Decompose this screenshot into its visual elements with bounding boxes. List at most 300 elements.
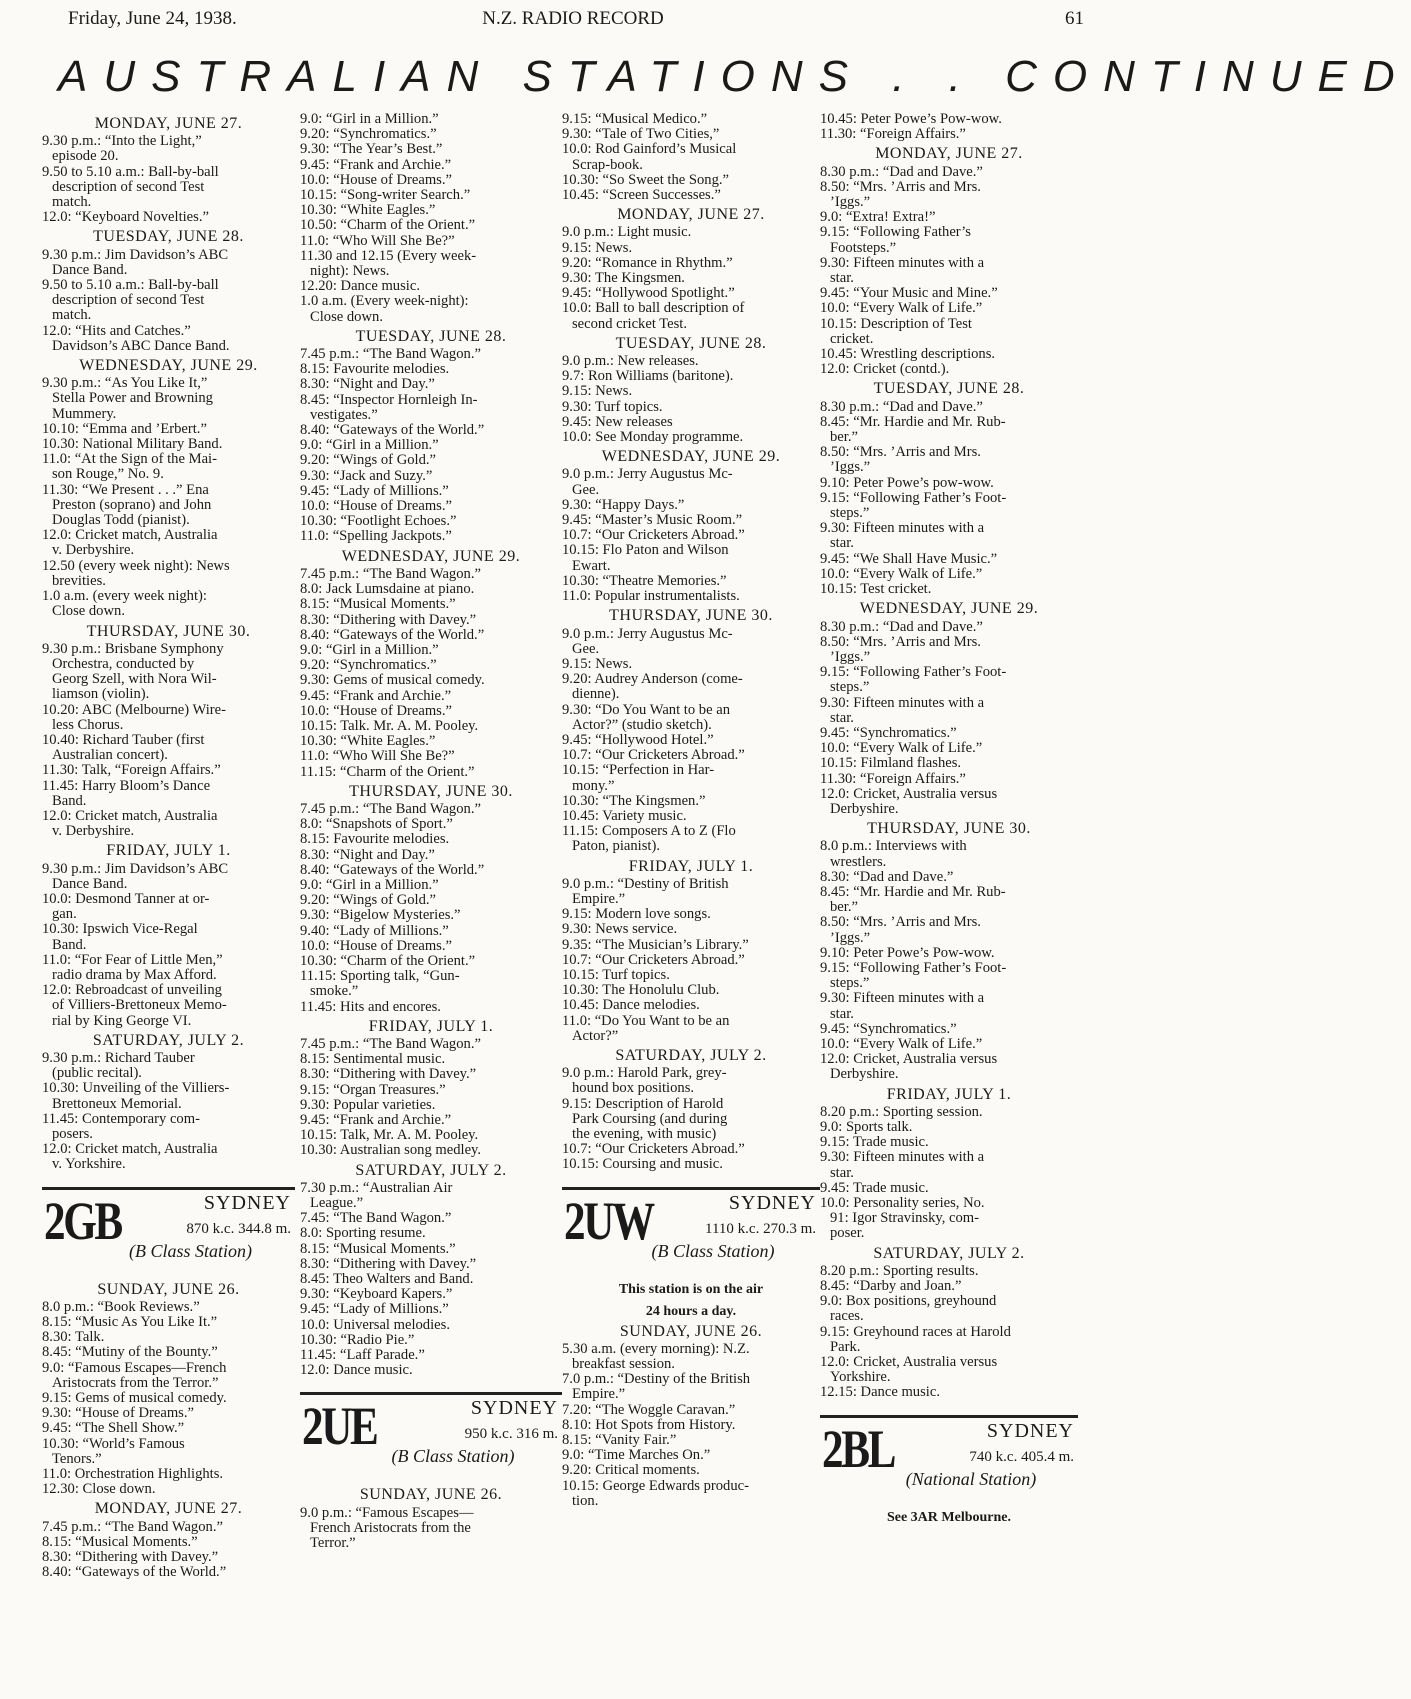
listing-entry: 11.30: “We Present . . .” Ena xyxy=(42,481,209,498)
listing-entry: 9.30 p.m.: Jim Davidson’s ABC xyxy=(42,860,229,877)
listing-continuation: night): News. xyxy=(310,263,390,280)
listing-continuation: Scrap-book. xyxy=(572,156,643,173)
listing-entry: 10.50: “Charm of the Orient.” xyxy=(300,217,476,234)
listing-continuation: Dance Band. xyxy=(52,875,128,892)
listing-entry: 7.0 p.m.: “Destiny of the British xyxy=(562,1371,751,1388)
day-heading: WEDNESDAY, JUNE 29. xyxy=(859,600,1039,618)
listing-entry: 9.15: Description of Harold xyxy=(562,1095,724,1112)
listing-entry: 10.15: Talk, Mr. A. M. Pooley. xyxy=(300,1127,479,1144)
listing-entry: 8.30 p.m.: “Dad and Dave.” xyxy=(820,163,983,180)
column-1 xyxy=(42,112,295,1580)
listing-entry: 8.50: “Mrs. ’Arris and Mrs. xyxy=(820,178,981,195)
listing-entry: 9.30 p.m.: “As You Like It,” xyxy=(42,375,208,392)
listing-continuation: second cricket Test. xyxy=(572,315,688,332)
listing-entry: 9.20: Critical moments. xyxy=(562,1462,700,1479)
listing-entry: 9.20: “Romance in Rhythm.” xyxy=(562,254,733,271)
station-frequency: 870 k.c. 344.8 m. xyxy=(186,1220,291,1237)
listing-entry: 9.0: “Girl in a Million.” xyxy=(300,641,439,658)
day-heading: TUESDAY, JUNE 28. xyxy=(355,327,507,345)
station-class: (National Station) xyxy=(905,1468,1037,1489)
day-heading: SUNDAY, JUNE 26. xyxy=(619,1322,763,1340)
listing-entry: 12.0: Cricket, Australia versus xyxy=(820,1051,998,1068)
day-heading: TUESDAY, JUNE 28. xyxy=(93,228,244,246)
listing-entry: 8.40: “Gateways of the World.” xyxy=(300,861,485,878)
listing-entry: 10.0: “House of Dreams.” xyxy=(300,702,452,719)
listing-continuation: (public recital). xyxy=(52,1065,142,1082)
listing-entry: 11.0: “At the Sign of the Mai- xyxy=(42,451,217,468)
day-heading: THURSDAY, JUNE 30. xyxy=(349,782,513,800)
listing-continuation: v. Yorkshire. xyxy=(52,1156,126,1173)
listing-entry: 8.0 p.m.: Interviews with xyxy=(820,838,967,855)
listing-entry: 9.0 p.m.: Harold Park, grey- xyxy=(562,1065,727,1082)
listing-entry: 10.15: George Edwards produc- xyxy=(562,1477,749,1494)
day-heading: FRIDAY, JULY 1. xyxy=(628,857,754,875)
listing-entry: 12.0: Cricket, Australia versus xyxy=(820,1354,998,1371)
page-header xyxy=(62,8,1084,34)
listing-continuation: wrestlers. xyxy=(830,853,887,870)
day-heading: SATURDAY, JULY 2. xyxy=(873,1244,1025,1262)
listing-entry: 8.15: “Music As You Like It.” xyxy=(42,1314,218,1331)
listing-entry: 10.15: Talk. Mr. A. M. Pooley. xyxy=(300,717,479,734)
listing-entry: 8.45: “Inspector Hornleigh In- xyxy=(300,391,478,408)
listing-entry: 9.0 p.m.: Jerry Augustus Mc- xyxy=(562,466,733,483)
listing-continuation: Park Coursing (and during xyxy=(572,1110,728,1127)
listing-entry: 7.45 p.m.: “The Band Wagon.” xyxy=(300,1035,481,1052)
listing-entry: 9.0: “Famous Escapes—French xyxy=(42,1359,227,1376)
listing-entry: 8.15: Favourite melodies. xyxy=(300,361,450,378)
listing-entry: 10.0: “House of Dreams.” xyxy=(300,937,452,954)
listing-entry: 1.0 a.m. (Every week-night): xyxy=(300,293,469,310)
listing-entry: 9.30: “Keyboard Kapers.” xyxy=(300,1286,453,1303)
listing-continuation: Brettoneux Memorial. xyxy=(52,1095,182,1112)
listing-continuation: Actor?” (studio sketch). xyxy=(572,716,712,733)
listing-entry: 10.45: Wrestling descriptions. xyxy=(820,346,996,363)
listing-entry: 9.0: “Extra! Extra!” xyxy=(820,209,936,226)
listing-entry: 9.50 to 5.10 a.m.: Ball-by-ball xyxy=(42,163,219,180)
day-heading: MONDAY, JUNE 27. xyxy=(94,115,243,132)
listing-continuation: posers. xyxy=(52,1126,93,1142)
listing-entry: 9.0: “Girl in a Million.” xyxy=(300,876,439,893)
listing-entry: 8.20 p.m.: Sporting results. xyxy=(820,1262,979,1279)
listing-continuation: cricket. xyxy=(830,330,874,347)
listing-continuation: of Villiers-Brettoneux Memo- xyxy=(52,997,227,1014)
listing-entry: 9.30: “Do You Want to be an xyxy=(562,701,730,718)
listing-entry: 9.45: “Synchromatics.” xyxy=(820,724,957,741)
listing-entry: 8.15: Favourite melodies. xyxy=(300,831,450,848)
listing-entry: 10.30: Unveiling of the Villiers- xyxy=(42,1080,230,1097)
listing-entry: 9.20: “Synchromatics.” xyxy=(300,657,437,674)
listing-continuation: star. xyxy=(830,1164,854,1181)
listing-entry: 9.30 p.m.: Jim Davidson’s ABC xyxy=(42,246,229,263)
day-heading: WEDNESDAY, JUNE 29. xyxy=(341,547,521,565)
day-heading: MONDAY, JUNE 27. xyxy=(875,145,1023,163)
listing-entry: 10.45: Peter Powe’s Pow-wow. xyxy=(820,111,1002,127)
station-class: (B Class Station) xyxy=(651,1240,775,1261)
day-heading: FRIDAY, JULY 1. xyxy=(886,1085,1012,1103)
listing-continuation: description of second Test xyxy=(52,178,205,195)
listing-entry: 9.50 to 5.10 a.m.: Ball-by-ball xyxy=(42,277,219,294)
listing-continuation: star. xyxy=(830,270,854,287)
listing-entry: 10.15: Test cricket. xyxy=(820,581,932,598)
listing-continuation: son Rouge,” No. 9. xyxy=(52,466,164,483)
listing-continuation: steps.” xyxy=(830,679,870,696)
listing-entry: 7.45 p.m.: “The Band Wagon.” xyxy=(300,800,481,817)
listing-entry: 11.0: “Who Will She Be?” xyxy=(300,748,455,765)
station-city: SYDNEY xyxy=(203,1191,291,1214)
listing-continuation: French Aristocrats from the xyxy=(310,1519,471,1536)
listing-entry: 8.15: “Vanity Fair.” xyxy=(562,1432,677,1449)
listing-entry: 8.45: “Mutiny of the Bounty.” xyxy=(42,1344,218,1361)
listing-entry: 9.15: News. xyxy=(562,655,633,672)
listing-continuation: Aristocrats from the Terror.” xyxy=(52,1374,219,1391)
station-frequency: 1110 k.c. 270.3 m. xyxy=(705,1220,816,1237)
listing-entry: 9.30 p.m.: “Into the Light,” xyxy=(42,133,202,150)
station-note: This station is on the air xyxy=(618,1281,764,1297)
listing-entry: 7.30 p.m.: “Australian Air xyxy=(300,1179,453,1196)
listing-entry: 9.30 p.m.: Richard Tauber xyxy=(42,1049,195,1066)
listing-entry: 10.0: “Every Walk of Life.” xyxy=(820,300,983,317)
listing-entry: 10.15: Turf topics. xyxy=(562,966,670,983)
day-heading: MONDAY, JUNE 27. xyxy=(617,206,765,224)
listing-entry: 8.15: “Musical Moments.” xyxy=(300,1240,456,1257)
listing-entry: 12.30: Close down. xyxy=(42,1481,156,1498)
listing-entry: 9.30: “Bigelow Mysteries.” xyxy=(300,907,461,924)
listing-entry: 11.30: “Foreign Affairs.” xyxy=(820,126,966,143)
listing-entry: 10.15: “Perfection in Har- xyxy=(562,762,715,779)
listing-entry: 10.0: Rod Gainford’s Musical xyxy=(562,141,737,158)
listing-entry: 8.45: “Mr. Hardie and Mr. Rub- xyxy=(820,883,1006,900)
listing-entry: 9.35: “The Musician’s Library.” xyxy=(562,936,749,953)
listing-entry: 9.15: Trade music. xyxy=(820,1134,929,1151)
listing-entry: 10.10: “Emma and ’Erbert.” xyxy=(42,420,207,437)
listing-entry: 7.45 p.m.: “The Band Wagon.” xyxy=(42,1518,223,1535)
listing-entry: 9.30: Turf topics. xyxy=(562,398,663,415)
listing-continuation: 91: Igor Stravinsky, com- xyxy=(830,1210,980,1227)
listing-entry: 9.45: Trade music. xyxy=(820,1179,929,1196)
listing-entry: 10.7: “Our Cricketers Abroad.” xyxy=(562,1141,745,1158)
listing-entry: 12.0: Cricket match, Australia xyxy=(42,1141,218,1158)
listing-entry: 9.30: Fifteen minutes with a xyxy=(820,990,985,1007)
listing-entry: 10.20: ABC (Melbourne) Wire- xyxy=(42,701,226,718)
listing-entry: 9.20: “Synchromatics.” xyxy=(300,126,437,143)
listing-entry: 9.30: Fifteen minutes with a xyxy=(820,254,985,271)
day-heading: FRIDAY, JULY 1. xyxy=(368,1017,494,1035)
station-frequency: 950 k.c. 316 m. xyxy=(464,1426,558,1443)
listing-continuation: League.” xyxy=(310,1195,364,1212)
day-heading: TUESDAY, JUNE 28. xyxy=(615,334,767,352)
listing-entry: 10.30: National Military Band. xyxy=(42,436,223,453)
listing-entry: 9.45: “Frank and Archie.” xyxy=(300,156,452,173)
listing-continuation: episode 20. xyxy=(52,148,119,165)
listing-entry: 10.7: “Our Cricketers Abroad.” xyxy=(562,747,745,764)
listing-entry: 10.30: “Footlight Echoes.” xyxy=(300,513,457,530)
day-heading: WEDNESDAY, JUNE 29. xyxy=(79,357,258,375)
listing-entry: 9.30: Gems of musical comedy. xyxy=(300,672,485,689)
day-heading: SUNDAY, JUNE 26. xyxy=(97,1280,240,1298)
listing-entry: 11.0: “For Fear of Little Men,” xyxy=(42,951,223,968)
listing-continuation: star. xyxy=(830,535,854,552)
station-city: SYDNEY xyxy=(470,1397,558,1420)
listing-entry: 12.0: Cricket, Australia versus xyxy=(820,785,998,802)
listing-entry: 1.0 a.m. (every week night): xyxy=(42,588,207,605)
listing-entry: 9.0 p.m.: “Destiny of British xyxy=(562,875,729,892)
listing-entry: 10.30: “Theatre Memories.” xyxy=(562,572,727,589)
listing-entry: 8.0 p.m.: “Book Reviews.” xyxy=(42,1298,200,1315)
station-class: (B Class Station) xyxy=(128,1240,252,1261)
listing-entry: 9.40: “Lady of Millions.” xyxy=(300,922,449,939)
listing-entry: 9.0 p.m.: Jerry Augustus Mc- xyxy=(562,625,733,642)
listing-entry: 10.0: “House of Dreams.” xyxy=(300,498,452,515)
listing-entry: 8.40: “Gateways of the World.” xyxy=(42,1564,227,1581)
listing-entry: 8.50: “Mrs. ’Arris and Mrs. xyxy=(820,444,981,461)
listing-continuation: steps.” xyxy=(830,975,870,992)
listing-entry: 10.7: “Our Cricketers Abroad.” xyxy=(562,527,745,544)
listing-entry: 11.0: “Who Will She Be?” xyxy=(300,232,455,249)
listing-entry: 9.45: New releases xyxy=(562,413,673,430)
day-heading: MONDAY, JUNE 27. xyxy=(94,1500,243,1518)
listing-entry: 9.0: Box positions, greyhound xyxy=(820,1293,997,1310)
listing-continuation: rial by King George VI. xyxy=(52,1012,192,1029)
listing-entry: 11.45: Harry Bloom’s Dance xyxy=(42,777,211,794)
listing-entry: 9.0: “Girl in a Million.” xyxy=(300,437,439,454)
listing-entry: 9.15: Greyhound races at Harold xyxy=(820,1323,1011,1340)
listing-entry: 9.30: “The Year’s Best.” xyxy=(300,141,443,158)
listing-entry: 10.30: “So Sweet the Song.” xyxy=(562,171,730,188)
listing-entry: 10.15: Description of Test xyxy=(820,315,972,332)
listing-entry: 11.0: Popular instrumentalists. xyxy=(562,588,740,605)
listing-entry: 8.50: “Mrs. ’Arris and Mrs. xyxy=(820,633,981,650)
listing-continuation: Close down. xyxy=(310,308,383,325)
day-heading: THURSDAY, JUNE 30. xyxy=(867,820,1031,838)
listing-entry: 11.15: Sporting talk, “Gun- xyxy=(300,968,460,985)
listing-entry: 10.0: Desmond Tanner at or- xyxy=(42,890,210,907)
listing-entry: 9.0: “Girl in a Million.” xyxy=(300,111,439,127)
listing-continuation: Empire.” xyxy=(572,1386,626,1403)
listing-entry: 11.15: “Charm of the Orient.” xyxy=(300,763,475,780)
listing-entry: 8.15: Sentimental music. xyxy=(300,1051,446,1068)
station-note: See 3AR Melbourne. xyxy=(886,1509,1012,1525)
listing-entry: 8.40: “Gateways of the World.” xyxy=(300,626,485,643)
listing-continuation: Davidson’s ABC Dance Band. xyxy=(52,337,230,354)
listing-continuation: less Chorus. xyxy=(52,716,124,733)
listing-entry: 10.30: “The Kingsmen.” xyxy=(562,792,706,809)
listing-continuation: Douglas Todd (pianist). xyxy=(52,512,190,529)
listing-entry: 10.40: Richard Tauber (first xyxy=(42,731,205,748)
listing-continuation: description of second Test xyxy=(52,292,205,309)
station-heading xyxy=(42,1187,295,1272)
listing-entry: 11.30: “Foreign Affairs.” xyxy=(820,770,966,787)
listing-continuation: Orchestra, conducted by xyxy=(52,655,195,672)
listing-continuation: Band. xyxy=(52,936,87,953)
listing-entry: 8.15: “Musical Moments.” xyxy=(42,1533,198,1550)
listing-entry: 10.30: “World’s Famous xyxy=(42,1435,185,1452)
listing-continuation: smoke.” xyxy=(310,983,359,1000)
listing-continuation: Georg Szell, with Nora Wil- xyxy=(52,671,217,688)
listing-entry: 9.0 p.m.: Light music. xyxy=(562,224,692,241)
listing-entry: 10.45: “Screen Successes.” xyxy=(562,187,721,204)
listing-continuation: ber.” xyxy=(830,429,858,446)
listing-entry: 11.45: Hits and encores. xyxy=(300,998,441,1015)
day-heading: TUESDAY, JUNE 28. xyxy=(873,380,1025,398)
listing-entry: 10.30: “White Eagles.” xyxy=(300,733,436,750)
listing-entry: 9.15: “Following Father’s Foot- xyxy=(820,959,1007,976)
day-heading: THURSDAY, JUNE 30. xyxy=(86,622,251,640)
listing-entry: 10.0: Universal melodies. xyxy=(300,1316,450,1333)
listing-entry: 11.0: Orchestration Highlights. xyxy=(42,1466,224,1483)
section-banner: AUSTRALIAN STATIONS . . CONTINUED xyxy=(58,52,1411,101)
day-heading: SUNDAY, JUNE 26. xyxy=(359,1486,503,1504)
listing-entry: 9.30: Popular varieties. xyxy=(300,1096,436,1113)
listing-continuation: Preston (soprano) and John xyxy=(52,496,212,513)
listing-entry: 8.30: “Dithering with Davey.” xyxy=(42,1549,219,1566)
listing-entry: 9.30: Fifteen minutes with a xyxy=(820,694,985,711)
listing-entry: 8.30: “Dithering with Davey.” xyxy=(300,1066,477,1083)
listing-entry: 9.45: “Your Music and Mine.” xyxy=(820,285,998,302)
listing-entry: 9.30: “Tale of Two Cities,” xyxy=(562,126,720,143)
listing-entry: 11.30 and 12.15 (Every week- xyxy=(300,247,477,264)
listing-entry: 11.30: Talk, “Foreign Affairs.” xyxy=(42,762,221,779)
listing-entry: 10.15: “Song-writer Search.” xyxy=(300,187,471,204)
listing-entry: 8.30: “Dithering with Davey.” xyxy=(300,1255,477,1272)
listing-entry: 8.30: “Dad and Dave.” xyxy=(820,868,954,885)
station-heading xyxy=(300,1392,562,1477)
listing-entry: 8.30 p.m.: “Dad and Dave.” xyxy=(820,618,983,635)
listing-entry: 5.30 a.m. (every morning): N.Z. xyxy=(562,1340,750,1357)
listing-entry: 12.0: “Keyboard Novelties.” xyxy=(42,209,209,226)
listing-entry: 10.15: Flo Paton and Wilson xyxy=(562,542,729,559)
column-2 xyxy=(300,112,562,1551)
listing-entry: 10.0: “Every Walk of Life.” xyxy=(820,740,983,757)
listing-entry: 9.10: Peter Powe’s Pow-wow. xyxy=(820,944,995,961)
listing-entry: 9.45: “Lady of Millions.” xyxy=(300,482,449,499)
listing-entry: 9.30: Fifteen minutes with a xyxy=(820,520,985,537)
listing-continuation: radio drama by Max Afford. xyxy=(52,966,217,983)
listing-entry: 9.45: “Synchromatics.” xyxy=(820,1020,957,1037)
listing-entry: 8.30: “Dithering with Davey.” xyxy=(300,611,477,628)
column-4 xyxy=(820,112,1078,1526)
day-heading: SATURDAY, JULY 2. xyxy=(615,1046,767,1064)
listing-entry: 7.20: “The Woggle Caravan.” xyxy=(562,1401,736,1418)
listing-continuation: Footsteps.” xyxy=(830,239,897,256)
listing-continuation: mony.” xyxy=(572,777,615,794)
listing-entry: 10.30: Ipswich Vice-Regal xyxy=(42,921,198,938)
day-heading: THURSDAY, JUNE 30. xyxy=(609,607,773,625)
listing-continuation: ’Iggs.” xyxy=(830,929,871,946)
listing-continuation: ’Iggs.” xyxy=(830,194,871,211)
listing-continuation: gan. xyxy=(52,906,77,923)
station-city: SYDNEY xyxy=(986,1419,1074,1442)
listing-continuation: Gee. xyxy=(572,640,600,657)
listing-continuation: Band. xyxy=(52,792,87,809)
listing-entry: 8.40: “Gateways of the World.” xyxy=(300,422,485,439)
listing-entry: 9.15: News. xyxy=(562,383,633,400)
listing-continuation: Australian concert). xyxy=(52,747,168,764)
listing-continuation: ’Iggs.” xyxy=(830,648,871,665)
listing-entry: 7.45: “The Band Wagon.” xyxy=(300,1210,452,1227)
listing-entry: 8.30: “Night and Day.” xyxy=(300,376,435,393)
listing-continuation: Close down. xyxy=(52,603,125,620)
day-heading: WEDNESDAY, JUNE 29. xyxy=(601,448,781,466)
station-heading xyxy=(562,1187,820,1272)
station-call-sign: 2GB xyxy=(44,1190,121,1251)
station-class: (B Class Station) xyxy=(391,1446,515,1467)
station-call-sign: 2UW xyxy=(564,1190,653,1251)
station-note: 24 hours a day. xyxy=(645,1303,737,1319)
listing-entry: 9.15: Gems of musical comedy. xyxy=(42,1390,227,1407)
listing-continuation: steps.” xyxy=(830,505,870,522)
listing-entry: 9.15: Modern love songs. xyxy=(562,906,711,923)
listing-continuation: Empire.” xyxy=(572,890,626,907)
listing-entry: 9.45: “Hollywood Spotlight.” xyxy=(562,285,735,302)
listing-continuation: Terror.” xyxy=(310,1535,356,1552)
listing-continuation: Ewart. xyxy=(572,557,611,574)
listing-entry: 9.15: “Musical Medico.” xyxy=(562,111,708,127)
listing-entry: 10.0: See Monday programme. xyxy=(562,429,744,446)
listing-entry: 8.45: “Darby and Joan.” xyxy=(820,1278,962,1295)
listing-continuation: Derbyshire. xyxy=(830,1066,899,1083)
listing-entry: 9.30 p.m.: Brisbane Symphony xyxy=(42,640,224,657)
listing-continuation: match. xyxy=(52,194,92,211)
listing-entry: 8.30 p.m.: “Dad and Dave.” xyxy=(820,398,983,415)
listing-entry: 9.20: Audrey Anderson (come- xyxy=(562,671,743,688)
listing-entry: 11.0: “Spelling Jackpots.” xyxy=(300,528,452,545)
listing-entry: 10.15: Filmland flashes. xyxy=(820,755,962,772)
listing-entry: 9.15: “Following Father’s xyxy=(820,224,971,241)
listing-entry: 9.45: “Master’s Music Room.” xyxy=(562,512,743,529)
listing-entry: 8.45: “Mr. Hardie and Mr. Rub- xyxy=(820,413,1006,430)
listing-entry: 11.45: “Laff Parade.” xyxy=(300,1347,425,1364)
listing-entry: 10.0: Personality series, No. xyxy=(820,1195,985,1212)
page-number: 61 xyxy=(1065,8,1084,29)
listing-entry: 8.50: “Mrs. ’Arris and Mrs. xyxy=(820,914,981,931)
listing-entry: 9.0: Sports talk. xyxy=(820,1119,913,1135)
listing-entry: 7.45 p.m.: “The Band Wagon.” xyxy=(300,565,481,582)
listing-entry: 10.0: Ball to ball description of xyxy=(562,300,745,317)
listing-entry: 10.7: “Our Cricketers Abroad.” xyxy=(562,951,745,968)
day-heading: FRIDAY, JULY 1. xyxy=(106,842,231,860)
listing-entry: 9.15: “Organ Treasures.” xyxy=(300,1081,446,1098)
listing-entry: 8.0: Jack Lumsdaine at piano. xyxy=(300,581,475,598)
listing-continuation: match. xyxy=(52,307,92,324)
listing-entry: 10.0: “Every Walk of Life.” xyxy=(820,565,983,582)
listing-entry: 9.45: “Hollywood Hotel.” xyxy=(562,731,714,748)
listing-continuation: breakfast session. xyxy=(572,1356,675,1373)
listing-entry: 9.30: “Jack and Suzy.” xyxy=(300,467,433,484)
issue-date: Friday, June 24, 1938. xyxy=(68,8,237,29)
column-3 xyxy=(562,112,820,1509)
listing-entry: 9.20: “Wings of Gold.” xyxy=(300,452,437,469)
listing-continuation: tion. xyxy=(572,1492,599,1509)
listing-continuation: brevities. xyxy=(52,572,106,589)
listing-entry: 8.0: “Snapshots of Sport.” xyxy=(300,816,453,833)
listing-continuation: star. xyxy=(830,1005,854,1022)
listing-entry: 12.0: “Hits and Catches.” xyxy=(42,322,191,339)
day-heading: SATURDAY, JULY 2. xyxy=(355,1161,507,1179)
listing-entry: 8.20 p.m.: Sporting session. xyxy=(820,1103,983,1120)
publication-title: N.Z. RADIO RECORD xyxy=(482,8,664,29)
listing-entry: 11.15: Composers A to Z (Flo xyxy=(562,823,736,840)
listing-entry: 9.30: “Happy Days.” xyxy=(562,496,685,513)
listing-continuation: Derbyshire. xyxy=(830,800,899,817)
listing-continuation: poser. xyxy=(830,1225,865,1242)
listing-entry: 12.20: Dance music. xyxy=(300,278,420,295)
listing-continuation: dienne). xyxy=(572,686,620,703)
listing-entry: 10.30: The Honolulu Club. xyxy=(562,982,720,999)
listing-entry: 9.15: “Following Father’s Foot- xyxy=(820,664,1007,681)
listing-continuation: Park. xyxy=(830,1338,861,1355)
listing-continuation: the evening, with music) xyxy=(572,1126,717,1142)
listing-entry: 8.45: Theo Walters and Band. xyxy=(300,1271,474,1288)
